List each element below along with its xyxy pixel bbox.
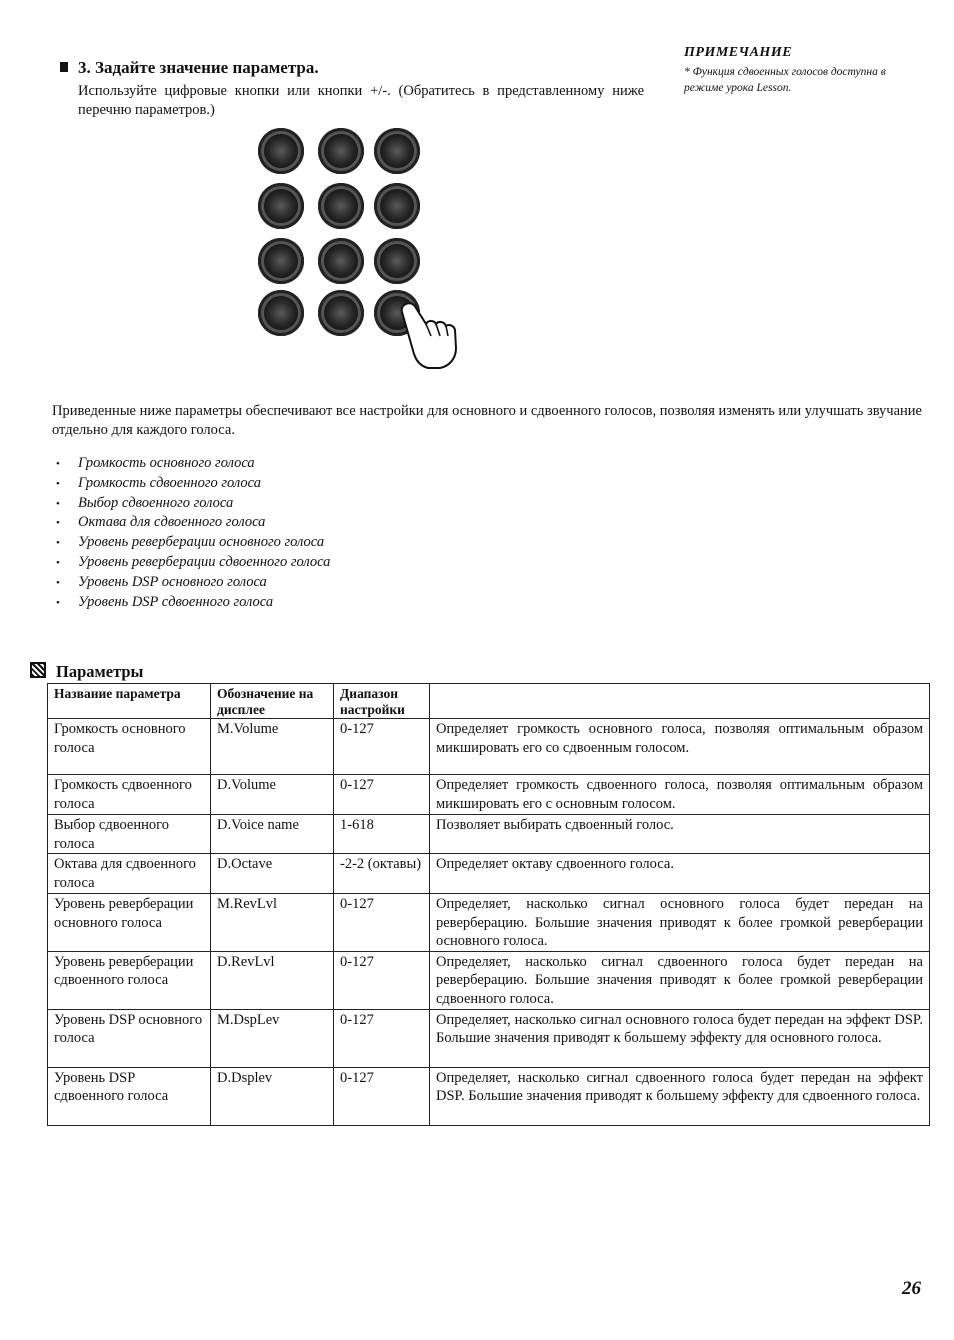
- list-item: • Уровень DSP основного голоса: [56, 573, 330, 593]
- cell-name: Громкость основного голоса: [48, 719, 211, 775]
- list-item: • Уровень реверберации сдвоенного голоса: [56, 553, 330, 573]
- cell-name: Октава для сдвоенного голоса: [48, 854, 211, 894]
- table-row: [48, 719, 930, 775]
- list-item: • Уровень DSP сдвоенного голоса: [56, 593, 330, 613]
- cell-description: Определяет громкость сдвоенного голоса, позволяя оптимальным образом микшировать его с основным голосом.: [430, 775, 930, 815]
- cell-description: Определяет, насколько сигнал сдвоенного голоса будет передан на реверберацию. Большие значения приводят к более громкой реверберации сдвоенного голоса.: [430, 951, 930, 1009]
- cell-display: M.RevLvl: [211, 894, 334, 952]
- list-item: • Громкость основного голоса: [56, 454, 330, 474]
- cell-display: M.DspLev: [211, 1009, 334, 1067]
- header-display: Обозначение на дисплее: [211, 684, 334, 719]
- cell-description: Определяет, насколько сигнал сдвоенного голоса будет передан на эффект DSP. Большие значения приводят к большему эффекту для сдвоенного голоса.: [430, 1067, 930, 1125]
- bullet-icon: •: [56, 556, 60, 569]
- cell-range: 1-618: [334, 815, 430, 854]
- bullet-icon: •: [56, 517, 60, 530]
- parameters-table: [47, 683, 930, 1126]
- bullet-icon: •: [56, 497, 60, 510]
- table-row: [48, 1067, 930, 1125]
- bullet-icon: •: [56, 458, 60, 470]
- keypad-button-icon: [318, 290, 364, 336]
- bullet-icon: •: [56, 576, 60, 589]
- list-item: • Уровень реверберации основного голоса: [56, 533, 330, 553]
- params-heading: Параметры: [30, 662, 143, 682]
- cell-display: D.RevLvl: [211, 951, 334, 1009]
- cell-description: Определяет громкость основного голоса, позволяя оптимальным образом микшировать его со сдвоенным голосом.: [430, 719, 930, 775]
- keypad-button-icon: [318, 238, 364, 284]
- cell-name: Уровень DSP основного голоса: [48, 1009, 211, 1067]
- note-text: * Функция сдвоенных голосов доступна в режиме урока Lesson.: [684, 66, 886, 94]
- cell-description: Определяет октаву сдвоенного голоса.: [430, 854, 930, 894]
- table-row: [48, 1009, 930, 1067]
- bullet-square-icon: [60, 62, 68, 72]
- table-header-row: [48, 684, 930, 719]
- step-instructions: Используйте цифровые кнопки или кнопки +/-. (Обратитесь в представленному ниже перечню параметров.): [78, 83, 644, 118]
- cell-name: Уровень DSP сдвоенного голоса: [48, 1067, 211, 1125]
- keypad-button-icon: [258, 183, 304, 229]
- cell-range: 0-127: [334, 775, 430, 815]
- cell-range: 0-127: [334, 1009, 430, 1067]
- cell-range: 0-127: [334, 951, 430, 1009]
- cell-name: Уровень реверберации сдвоенного голоса: [48, 951, 211, 1009]
- cell-display: D.Voice name: [211, 815, 334, 854]
- step-title: 3. Задайте значение параметра.: [78, 58, 319, 77]
- cell-display: D.Dsplev: [211, 1067, 334, 1125]
- cell-range: 0-127: [334, 1067, 430, 1125]
- table-row: [48, 951, 930, 1009]
- list-item: • Громкость сдвоенного голоса: [56, 474, 330, 494]
- list-item: • Выбор сдвоенного голоса: [56, 494, 330, 514]
- keypad-button-icon: [374, 128, 420, 174]
- keypad-button-icon: [318, 128, 364, 174]
- header-range: Диапазон настройки: [334, 684, 430, 719]
- header-description: [430, 684, 930, 719]
- bullet-icon: •: [56, 477, 60, 490]
- section-marker-icon: [30, 662, 46, 678]
- cell-range: 0-127: [334, 719, 430, 775]
- keypad-button-icon: [318, 183, 364, 229]
- cell-display: D.Octave: [211, 854, 334, 894]
- header-name: Название параметра: [48, 684, 211, 719]
- table-row: [48, 815, 930, 854]
- intro-paragraph: Приведенные ниже параметры обеспечивают все настройки для основного и сдвоенного голосов, позволяя изменять или улучшать звучание отдельно для каждого голоса.: [52, 403, 922, 438]
- cell-description: Определяет, насколько сигнал основного голоса будет передан на эффект DSP. Большие значения приводят к большему эффекту для основного голоса.: [430, 1009, 930, 1067]
- list-item: • Октава для сдвоенного голоса: [56, 513, 330, 533]
- bullet-icon: •: [56, 537, 60, 550]
- step-heading: [60, 58, 319, 78]
- parameter-bullet-list: [56, 454, 330, 612]
- keypad-button-icon: [258, 238, 304, 284]
- page-number: 26: [902, 1278, 921, 1299]
- cell-range: -2-2 (октавы): [334, 854, 430, 894]
- cell-description: Позволяет выбирать сдвоенный голос.: [430, 815, 930, 854]
- keypad-button-icon: [374, 238, 420, 284]
- note-heading: ПРИМЕЧАНИЕ: [684, 45, 793, 60]
- cell-name: Уровень реверберации основного голоса: [48, 894, 211, 952]
- bullet-icon: •: [56, 596, 60, 609]
- keypad-button-icon: [258, 290, 304, 336]
- cell-display: D.Volume: [211, 775, 334, 815]
- cell-display: M.Volume: [211, 719, 334, 775]
- table-row: [48, 854, 930, 894]
- cell-name: Громкость сдвоенного голоса: [48, 775, 211, 815]
- pointing-finger-icon: [398, 300, 460, 372]
- keypad-button-icon: [258, 128, 304, 174]
- table-row: [48, 775, 930, 815]
- cell-name: Выбор сдвоенного голоса: [48, 815, 211, 854]
- table-row: [48, 894, 930, 952]
- cell-range: 0-127: [334, 894, 430, 952]
- cell-description: Определяет, насколько сигнал основного голоса будет передан на реверберацию. Большие значения приводят к более громкой реверберации основного голоса.: [430, 894, 930, 952]
- keypad-button-icon: [374, 183, 420, 229]
